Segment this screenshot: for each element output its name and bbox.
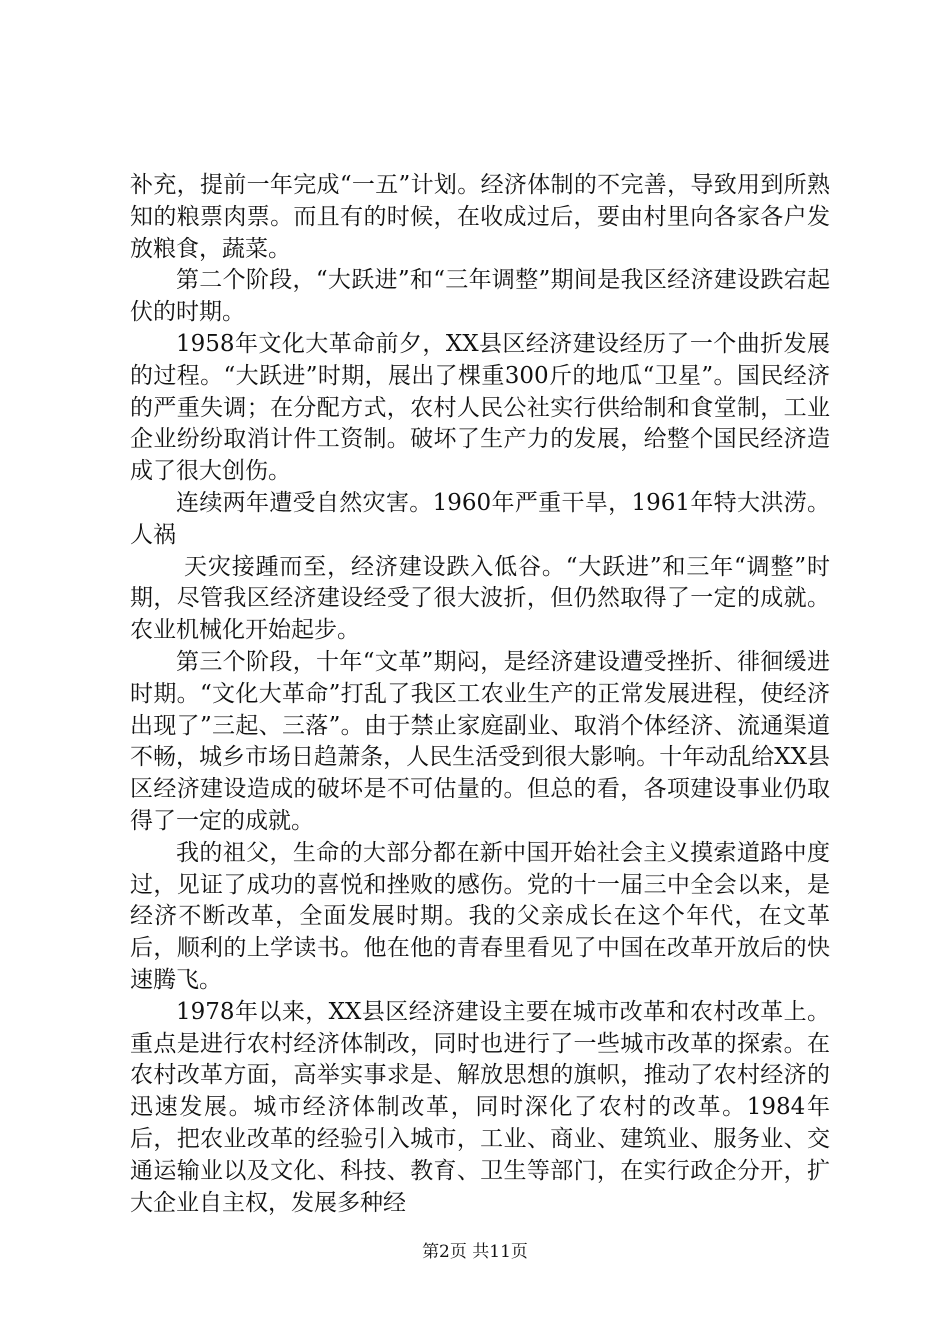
- paragraph-4: 连续两年遭受自然灾害。1960年严重干旱，1961年特大洪涝。人祸: [130, 489, 830, 548]
- document-body: [130, 170, 830, 1219]
- page-number-label: 第2页 共11页: [422, 1242, 528, 1262]
- paragraph-2: 第二个阶段，“大跃进”和“三年调整”期间是我区经济建设跌宕起伏的时期。: [130, 267, 830, 326]
- paragraph-7: 我的祖父，生命的大部分都在新中国开始社会主义摸索道路中度过，见证了成功的喜悦和挫败的感伤。党的十一届三中全会以来，是经济不断改革，全面发展时期。我的父亲成长在这个年代，在文革后，顺利的上学读书。他在他的青春里看见了中国在改革开放后的快速腾飞。: [130, 839, 830, 993]
- paragraph-3: 1958年文化大革命前夕，XX县区经济建设经历了一个曲折发展的过程。“大跃进”时期，展出了棵重300斤的地瓜“卫星”。国民经济的严重失调；在分配方式，农村人民公社实行供给制和食堂制，工业企业纷纷取消计件工资制。破坏了生产力的发展，给整个国民经济造成了很大创伤。: [130, 330, 830, 485]
- paragraph-1: 补充，提前一年完成“一五”计划。经济体制的不完善，导致用到所熟知的粮票肉票。而且有的时候，在收成过后，要由村里向各家各户发放粮食，蔬菜。: [130, 172, 830, 262]
- paragraph-5: 天灾接踵而至，经济建设跌入低谷。“大跃进”和三年“调整”时期，尽管我区经济建设经受了很大波折，但仍然取得了一定的成就。农业机械化开始起步。: [130, 553, 830, 644]
- page-footer: [0, 1241, 950, 1263]
- paragraph-8: 1978年以来，XX县区经济建设主要在城市改革和农村改革上。重点是进行农村经济体制改，同时也进行了一些城市改革的探索。在农村改革方面，高举实事求是、解放思想的旗帜，推动了农村经济的迅速发展。城市经济体制改革，同时深化了农村的改革。1984年后，把农业改革的经验引入城市，工业、商业、建筑业、服务业、交通运输业以及文化、科技、教育、卫生等部门，在实行政企分开，扩大企业自主权，发展多种经: [130, 998, 830, 1216]
- paragraph-6: 第三个阶段，十年“文革”期闷，是经济建设遭受挫折、徘徊缓进时期。“文化大革命”打乱了我区工农业生产的正常发展进程，使经济出现了”三起、三落”。由于禁止家庭副业、取消个体经济、流通渠道不畅，城乡市场日趋萧条，人民生活受到很大影响。十年动乱给XX县区经济建设造成的破坏是不可估量的。但总的看，各项建设事业仍取得了一定的成就。: [130, 648, 830, 834]
